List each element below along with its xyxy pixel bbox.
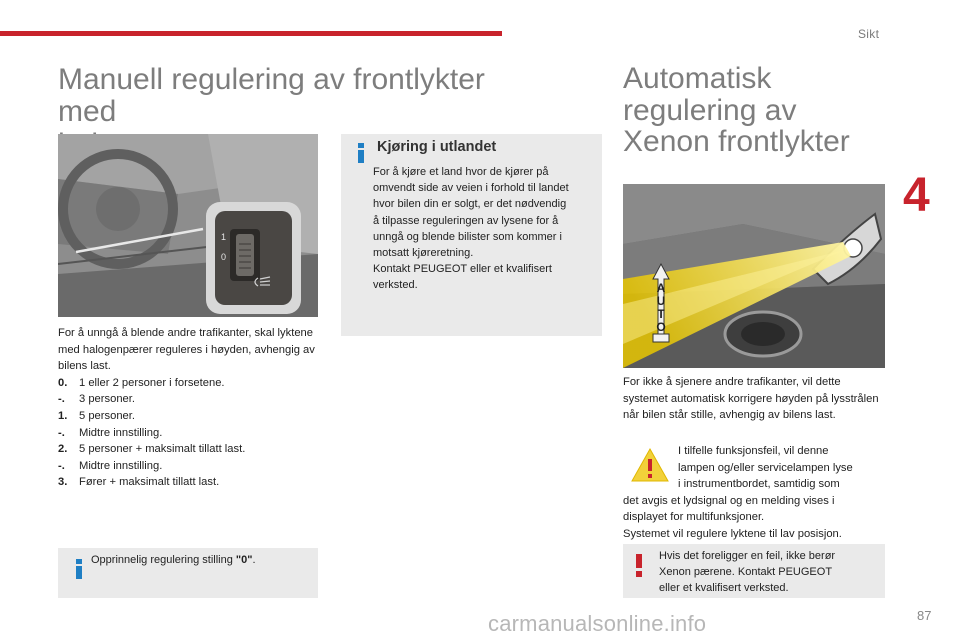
note-value: "0" bbox=[235, 554, 253, 566]
list-item-text: 3 personer. bbox=[79, 393, 135, 406]
malfunction-warning bbox=[623, 443, 885, 543]
xenon-description: For ikke å sjenere andre trafikanter, vil dette systemet automatisk korrigere høyden på lysstrålen når bilen står stille, avhengig av bilens last. bbox=[623, 376, 879, 422]
driving-abroad-text bbox=[373, 164, 599, 294]
warning-rest bbox=[623, 493, 885, 543]
right-title bbox=[623, 63, 883, 158]
info-icon bbox=[73, 559, 85, 579]
list-item bbox=[58, 375, 328, 392]
list-item-key: 1. bbox=[58, 409, 68, 422]
default-setting-note bbox=[58, 548, 318, 598]
list-item-key: 3. bbox=[58, 476, 68, 489]
warning-line: i instrumentbordet, samtidig som bbox=[678, 478, 840, 491]
warning-line: I tilfelle funksjonsfeil, vil denne bbox=[678, 445, 829, 457]
driving-abroad-line: verksted. bbox=[373, 279, 418, 292]
driving-abroad-line: hvor bilen din er solgt, er det nødvendig bbox=[373, 198, 567, 211]
driving-abroad-line: Kontakt PEUGEOT eller et kvalifisert bbox=[373, 263, 552, 276]
list-item bbox=[58, 391, 328, 408]
driving-abroad-line: unngå og blende bilister som kommer i bbox=[373, 230, 562, 243]
xenon-headlamp-photo bbox=[623, 184, 885, 368]
note-text-main: Opprinnelig regulering stilling bbox=[91, 554, 236, 566]
note-text bbox=[91, 554, 256, 566]
driving-abroad-title: Kjøring i utlandet bbox=[377, 139, 497, 155]
list-item-text: 1 eller 2 personer i forsetene. bbox=[79, 376, 225, 389]
auto-letter-t: T bbox=[657, 307, 665, 321]
note-end: . bbox=[252, 554, 256, 566]
list-item bbox=[58, 474, 328, 491]
load-setting-list bbox=[58, 375, 328, 491]
dashboard-illustration bbox=[58, 134, 318, 317]
warning-lines bbox=[623, 443, 885, 493]
alert-line: Hvis det foreligger en feil, ikke berør bbox=[659, 550, 836, 562]
watermark: carmanualsonline.info bbox=[488, 611, 707, 636]
auto-letter-u: U bbox=[656, 294, 666, 308]
list-item bbox=[58, 425, 328, 442]
right-title-line1: Automatisk bbox=[623, 62, 772, 95]
section-label: Sikt bbox=[858, 27, 880, 41]
auto-letter-a: A bbox=[656, 281, 666, 295]
right-title-line2: regulering av bbox=[623, 93, 797, 127]
list-item-text: Midtre innstilling. bbox=[79, 459, 163, 472]
list-item-text: 5 personer. bbox=[79, 409, 135, 422]
dashboard-photo bbox=[58, 134, 318, 317]
exclamation-icon bbox=[634, 554, 644, 578]
left-title-line1: Manuell regulering av frontlykter med bbox=[58, 63, 485, 129]
warning-line: lampen og/eller servicelampen lyse bbox=[678, 461, 853, 474]
list-item bbox=[58, 441, 328, 458]
driving-abroad-line: omvendt side av veien i forhold til landet bbox=[373, 182, 569, 195]
list-item-key: -. bbox=[58, 426, 65, 439]
list-item-key: 0. bbox=[58, 376, 68, 389]
list-item-key: 2. bbox=[58, 443, 68, 456]
alert-line: eller et kvalifisert verksted. bbox=[659, 581, 789, 594]
right-title-line3: Xenon frontlykter bbox=[623, 125, 850, 158]
warning-line: displayet for multifunksjoner. bbox=[623, 511, 765, 524]
xenon-alert-box bbox=[623, 544, 885, 598]
page-number: 87 bbox=[917, 608, 932, 623]
list-item bbox=[58, 408, 328, 425]
knob-label-1: 1 bbox=[221, 232, 227, 242]
driving-abroad-box bbox=[341, 134, 602, 336]
auto-letter-o: O bbox=[656, 320, 666, 334]
halogen-load-instructions bbox=[58, 325, 328, 491]
warning-line: Systemet vil regulere lyktene til lav posisjon. bbox=[623, 527, 842, 540]
top-accent-rule bbox=[0, 31, 502, 36]
info-icon bbox=[355, 143, 367, 163]
list-item-key: -. bbox=[58, 459, 65, 472]
list-item bbox=[58, 458, 328, 475]
alert-text bbox=[659, 549, 879, 596]
knob-label-0: 0 bbox=[221, 252, 227, 262]
xenon-illustration bbox=[623, 184, 885, 368]
warning-line: det avgis et lydsignal og en melding vises i bbox=[623, 494, 835, 507]
chapter-number: 4 bbox=[903, 169, 930, 222]
list-item-text: Midtre innstilling. bbox=[79, 426, 163, 439]
list-item-text: Fører + maksimalt tillatt last. bbox=[79, 476, 220, 489]
alert-line: Xenon pærene. Kontakt PEUGEOT bbox=[659, 565, 833, 578]
list-item-text: 5 personer + maksimalt tillatt last. bbox=[79, 443, 246, 456]
driving-abroad-line: å tilpasse reguleringen av lysene for å bbox=[373, 214, 559, 227]
driving-abroad-line: motsatt kjøreretning. bbox=[373, 247, 474, 260]
list-item-key: -. bbox=[58, 393, 65, 406]
driving-abroad-line: For å kjøre et land hvor de kjører på bbox=[373, 166, 549, 178]
intro-paragraph: For å unngå å blende andre trafikanter, skal lyktene med halogenpærer reguleres i høyden, avhengig av bilens last. bbox=[58, 327, 315, 373]
